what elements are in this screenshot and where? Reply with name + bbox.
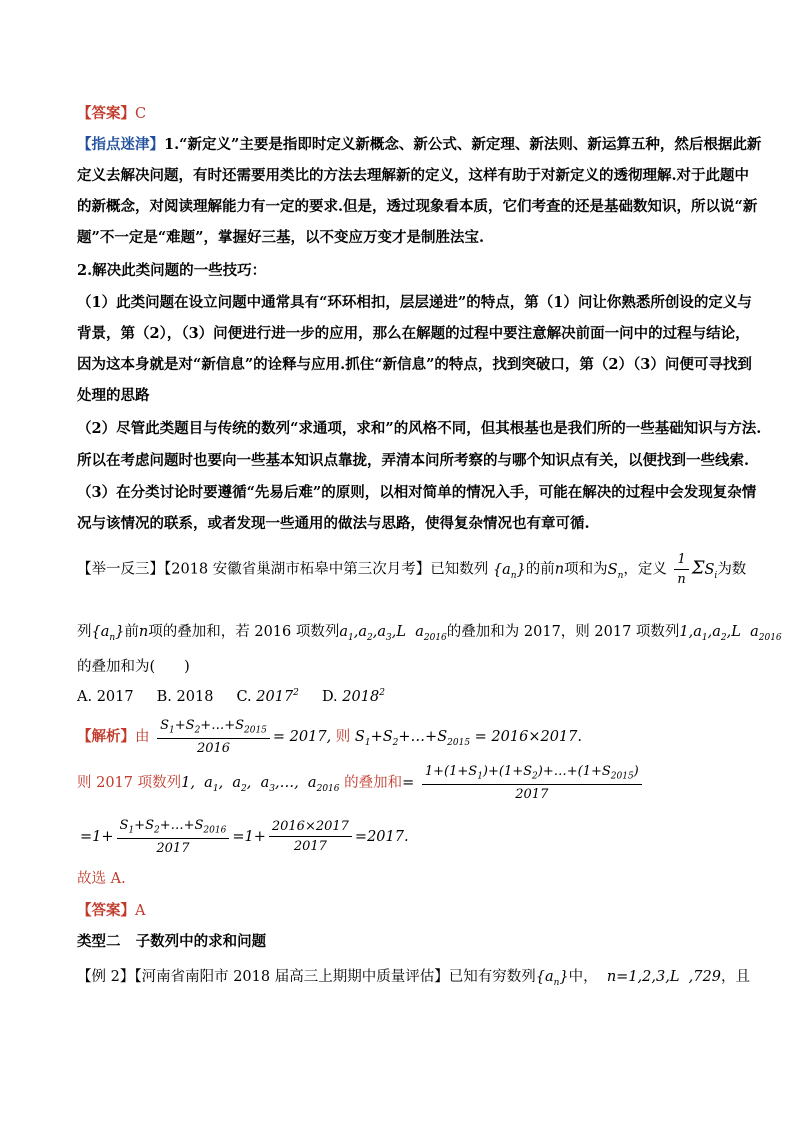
example3-line-3: 的叠加和为( ) (77, 659, 190, 675)
answer-value: C (135, 106, 147, 122)
answer-label-2: 【答案】 (77, 902, 135, 919)
example2-line-1: 【例 2】【河南省南阳市 2018 届高三上期期中质量评估】已知有穷数列$\{a_n\}$中， n=1,2,3,L ,729，且 (77, 969, 750, 988)
analysis-line-1: 【解析】由 $\frac{S_1+S_2+\dots+S_{2015}}{2016}$ = 2017, 则 $S_1+S_2+\dots+S_{2015} = 2016\times 2017$. (77, 718, 582, 756)
tips-p3-line-1: （1）此类问题在设立问题中通常具有“环环相扣，层层递进”的特点，第（1）问让你熟悉所创设的定义与 (77, 294, 752, 311)
answer-line-1 (77, 102, 717, 123)
analysis-label: 【解析】 (77, 727, 135, 745)
answer-label: 【答案】 (77, 105, 135, 122)
tips-label: 【指点迷津】 (77, 136, 164, 153)
tips-p4-line-1: （2）尽管此类题目与传统的数列“求通项，求和”的风格不同，但其根基也是我们所的一些基础知识与方法. (77, 420, 762, 437)
example3-line-2: 列$\{a_n\}$前n项的叠加和，若 2016 项数列$a_1,a_2,a_3,L$ $a_{2016}$的叠加和为 2017，则 2017 项数列$1,a_1,a_2,L$ $a_{2016}$ (77, 624, 782, 643)
tips-p5-line-2: 况与该情况的联系，或者发现一些通用的做法与思路，使得复杂情况也有章可循. (77, 515, 590, 532)
option-a: A. 2017 (77, 688, 134, 705)
option-c: C. (236, 688, 252, 705)
answer-line-2 (77, 899, 717, 920)
answer-value-2: A (135, 903, 146, 919)
example3-options: A. 2017 B. 2018 C. 2017$^2$ D. 2018$^2$ (77, 688, 385, 705)
tips-line-1: 【指点迷津】1.“新定义”主要是指即时定义新概念、新公式、新定理、新法则、新运算五种，然后根据此新 (77, 136, 762, 153)
tips-line-3: 的新概念，对阅读理解能力有一定的要求.但是，透过现象看本质，它们考查的还是基础数知识，所以说“新 (77, 198, 758, 215)
analysis-line-3: =1+ $\frac{S_1+S_2+\dots+S_{2016}}{2017}$ =1+ $\frac{2016\times 2017}{2017}$ =2017. (80, 818, 409, 856)
option-b: B. 2018 (156, 688, 214, 705)
math-an: $\{a_n\}$ (492, 561, 526, 581)
analysis-conclusion: 故选 A. (77, 871, 126, 887)
tips-p4-line-2: 所以在考虑问题时也要向一些基本知识点靠拢，弄清本问所考察的与哪个知识点有关，以便找到一些线索. (77, 452, 750, 469)
tips-p2-title: 2.解决此类问题的一些技巧： (77, 262, 267, 279)
type2-heading: 类型二 子数列中的求和问题 (77, 933, 267, 950)
tips-p5-line-1: （3）在分类讨论时要遵循“先易后难”的原则，以相对简单的情况入手，可能在解决的过程中会发现复杂情 (77, 484, 757, 501)
tips-line-4: 题”不一定是“难题”，掌握好三基，以不变应万变才是制胜法宝. (77, 229, 485, 246)
example3-line-1: 【举一反三】【2018 安徽省巢湖市柘皋中第三次月考】已知数列 $\{a_n\}$的前n项和为$S_n$，定义 $\frac{1}{n}$ $\Sigma S_i$为数 (77, 552, 747, 587)
tips-p3-line-3: 因为这本身就是对“新信息”的诠释与应用.抓住“新信息”的特点，找到突破口，第（2）（3）问便可寻找到 (77, 356, 752, 373)
option-d: D. (321, 688, 338, 705)
tips-line-2: 定义去解决问题，有时还需要用类比的方法去理解新的定义，这样有助于对新定义的透彻理解.对于此题中 (77, 167, 750, 184)
tips-p3-line-4: 处理的思路 (77, 387, 150, 404)
math-sum: Σ (691, 557, 705, 579)
tips-p3-line-2: 背景，第（2），（3）问便进行进一步的应用，那么在解题的过程中要注意解决前面一问中的过程与结论， (77, 325, 750, 342)
math-frac-1-n: $\frac{1}{n}$ (674, 552, 688, 587)
analysis-line-2: 则 2017 项数列1, $a_1$, $a_2$, $a_3,\dots$, $a_{2016}$ 的叠加和= $\frac{1+(1+S_1)+(1+S_2)+\dots+(1+S_{2015})}{2017}$ (77, 764, 717, 802)
